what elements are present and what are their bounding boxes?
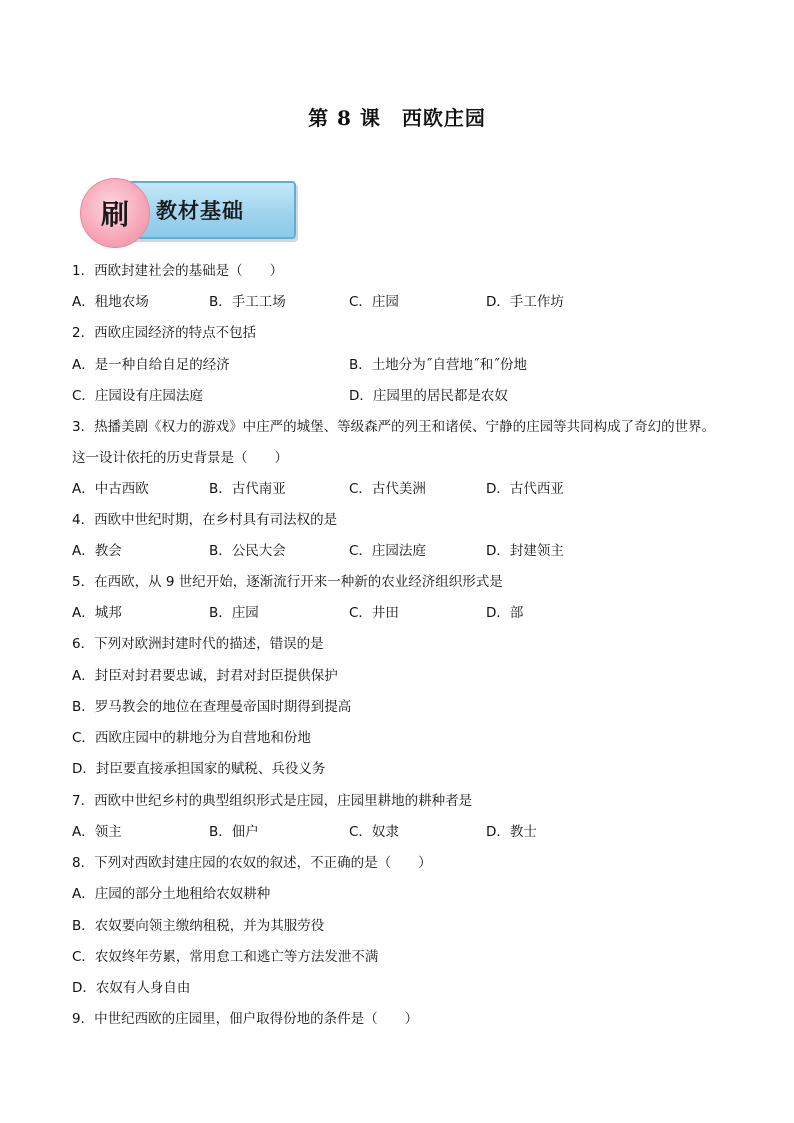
banner-badge-text: 刷 <box>100 198 129 231</box>
question-3-option-c[interactable]: C．古代美洲 <box>349 481 426 497</box>
question-8-option-c[interactable]: C．农奴终年劳累，常用怠工和逃亡等方法发泄不满 <box>72 949 379 965</box>
question-1-stem: 1．西欧封建社会的基础是（ ） <box>72 263 284 279</box>
question-1-option-b[interactable]: B．手工工场 <box>209 294 286 310</box>
question-4-options <box>72 539 752 559</box>
question-3-options <box>72 477 752 497</box>
question-6-option-a[interactable]: A．封臣对封君要忠诚，封君对封臣提供保护 <box>72 668 338 684</box>
question-4-option-b[interactable]: B．公民大会 <box>209 543 286 559</box>
question-7-options <box>72 820 752 840</box>
question-4-option-c[interactable]: C．庄园法庭 <box>349 543 426 559</box>
section-banner <box>76 178 296 240</box>
question-4-stem: 4．西欧中世纪时期，在乡村具有司法权的是 <box>72 512 338 528</box>
question-2-options-row2 <box>72 384 752 404</box>
question-7-option-c[interactable]: C．奴隶 <box>349 824 399 840</box>
question-1-options <box>72 290 752 310</box>
question-2-stem: 2．西欧庄园经济的特点不包括 <box>72 325 257 341</box>
question-6-option-d[interactable]: D．封臣要直接承担国家的赋税、兵役义务 <box>72 761 326 777</box>
question-5-option-b[interactable]: B．庄园 <box>209 605 259 621</box>
question-3-stem-cont: 这一设计依托的历史背景是（ ） <box>72 450 288 466</box>
question-8-option-a[interactable]: A．庄园的部分土地租给农奴耕种 <box>72 886 271 902</box>
question-1-option-c[interactable]: C．庄园 <box>349 294 399 310</box>
question-3-option-d[interactable]: D．古代西亚 <box>486 481 564 497</box>
question-7-option-a[interactable]: A．领主 <box>72 824 122 840</box>
question-3-stem: 3．热播美剧《权力的游戏》中庄严的城堡、等级森严的列王和诸侯、宁静的庄园等共同构成了奇幻的世界。 <box>72 419 716 435</box>
question-2-option-c[interactable]: C．庄园设有庄园法庭 <box>72 388 203 404</box>
question-2-option-b[interactable]: B．土地分为˝自营地˝和˝份地 <box>349 357 528 373</box>
banner-label: 教材基础 <box>156 199 244 223</box>
question-6-option-b[interactable]: B．罗马教会的地位在查理曼帝国时期得到提高 <box>72 699 352 715</box>
question-9-stem: 9．中世纪西欧的庄园里，佃户取得份地的条件是（ ） <box>72 1011 419 1027</box>
question-5-option-a[interactable]: A．城邦 <box>72 605 122 621</box>
question-7-option-d[interactable]: D．教士 <box>486 824 537 840</box>
question-7-stem: 7．西欧中世纪乡村的典型组织形式是庄园，庄园里耕地的耕种者是 <box>72 793 473 809</box>
page-title: 第 8 课 西欧庄园 <box>308 106 486 130</box>
question-8-stem: 8．下列对西欧封建庄园的农奴的叙述，不正确的是（ ） <box>72 855 432 871</box>
question-6-stem: 6．下列对欧洲封建时代的描述，错误的是 <box>72 636 324 652</box>
question-2-option-a[interactable]: A．是一种自给自足的经济 <box>72 357 230 373</box>
question-5-option-c[interactable]: C．井田 <box>349 605 399 621</box>
question-5-option-d[interactable]: D．部 <box>486 605 524 621</box>
question-3-option-a[interactable]: A．中古西欧 <box>72 481 149 497</box>
question-5-stem: 5．在西欧，从 9 世纪开始，逐渐流行开来一种新的农业经济组织形式是 <box>72 574 503 590</box>
question-1-option-d[interactable]: D．手工作坊 <box>486 294 564 310</box>
question-8-option-b[interactable]: B．农奴要向领主缴纳租税，并为其服劳役 <box>72 918 325 934</box>
question-4-option-a[interactable]: A．教会 <box>72 543 122 559</box>
question-2-option-d[interactable]: D．庄园里的居民都是农奴 <box>349 388 508 404</box>
question-3-option-b[interactable]: B．古代南亚 <box>209 481 286 497</box>
question-7-option-b[interactable]: B．佃户 <box>209 824 259 840</box>
question-8-option-d[interactable]: D．农奴有人身自由 <box>72 980 191 996</box>
question-6-option-c[interactable]: C．西欧庄园中的耕地分为自营地和份地 <box>72 730 311 746</box>
banner-badge <box>80 178 150 248</box>
question-5-options <box>72 601 752 621</box>
question-1-option-a[interactable]: A．租地农场 <box>72 294 149 310</box>
question-4-option-d[interactable]: D．封建领主 <box>486 543 564 559</box>
question-2-options-row1 <box>72 353 752 373</box>
